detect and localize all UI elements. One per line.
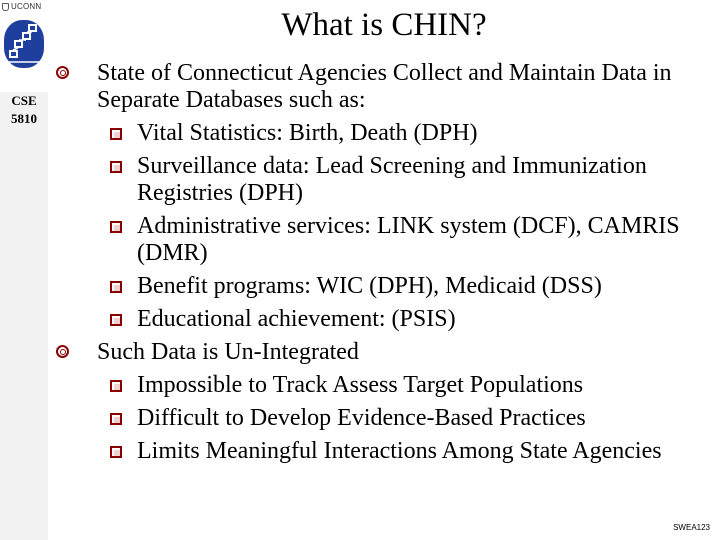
square-bullet-icon <box>110 380 122 392</box>
circle-bullet-icon <box>56 66 69 79</box>
sub-bullet-text: Administrative services: LINK system (DCF), CAMRIS (DMR) <box>137 213 680 266</box>
square-bullet-icon <box>110 281 122 293</box>
sub-bullet-text: Difficult to Develop Evidence-Based Practices <box>137 405 586 431</box>
sub-bullet <box>56 120 716 147</box>
square-bullet-icon <box>110 446 122 458</box>
sub-bullet <box>56 153 716 207</box>
slide-content <box>56 60 716 471</box>
slide-title: What is CHIN? <box>281 7 487 43</box>
course-number: 5810 <box>11 111 37 126</box>
sub-bullet <box>56 306 716 333</box>
bullet-unintegrated <box>56 339 716 366</box>
sub-bullet <box>56 372 716 399</box>
square-bullet-icon <box>110 314 122 326</box>
circle-bullet-icon <box>56 345 69 358</box>
square-bullet-icon <box>110 161 122 173</box>
uconn-brand <box>2 2 41 11</box>
square-bullet-icon <box>110 128 122 140</box>
sub-bullet-text: Benefit programs: WIC (DPH), Medicaid (DSS) <box>137 273 602 299</box>
bullet-agencies <box>56 60 716 114</box>
sub-bullet-text: Impossible to Track Assess Target Populations <box>137 372 584 398</box>
sidebar-stripe <box>0 92 48 540</box>
course-dept: CSE <box>11 93 37 108</box>
footer-code: SWEA123 <box>673 523 710 532</box>
uconn-seal-icon <box>2 3 9 11</box>
sub-bullet <box>56 213 716 267</box>
sub-bullet-text: Educational achievement: (PSIS) <box>137 306 456 332</box>
computer-network-logo-icon <box>2 14 46 76</box>
sub-bullet <box>56 438 716 465</box>
square-bullet-icon <box>110 413 122 425</box>
sub-bullet <box>56 405 716 432</box>
bullet-text: State of Connecticut Agencies Collect and Maintain Data in Separate Databases such as: <box>97 60 672 113</box>
sub-bullet-text: Limits Meaningful Interactions Among State Agencies <box>137 438 662 464</box>
uconn-text: UCONN <box>11 2 42 11</box>
sub-bullet-text: Vital Statistics: Birth, Death (DPH) <box>137 120 478 146</box>
sidebar <box>0 0 48 540</box>
sub-bullet <box>56 273 716 300</box>
square-bullet-icon <box>110 221 122 233</box>
bullet-text: Such Data is Un-Integrated <box>97 339 359 365</box>
course-code <box>0 92 48 128</box>
sub-bullet-text: Surveillance data: Lead Screening and Immunization Registries (DPH) <box>137 153 647 206</box>
